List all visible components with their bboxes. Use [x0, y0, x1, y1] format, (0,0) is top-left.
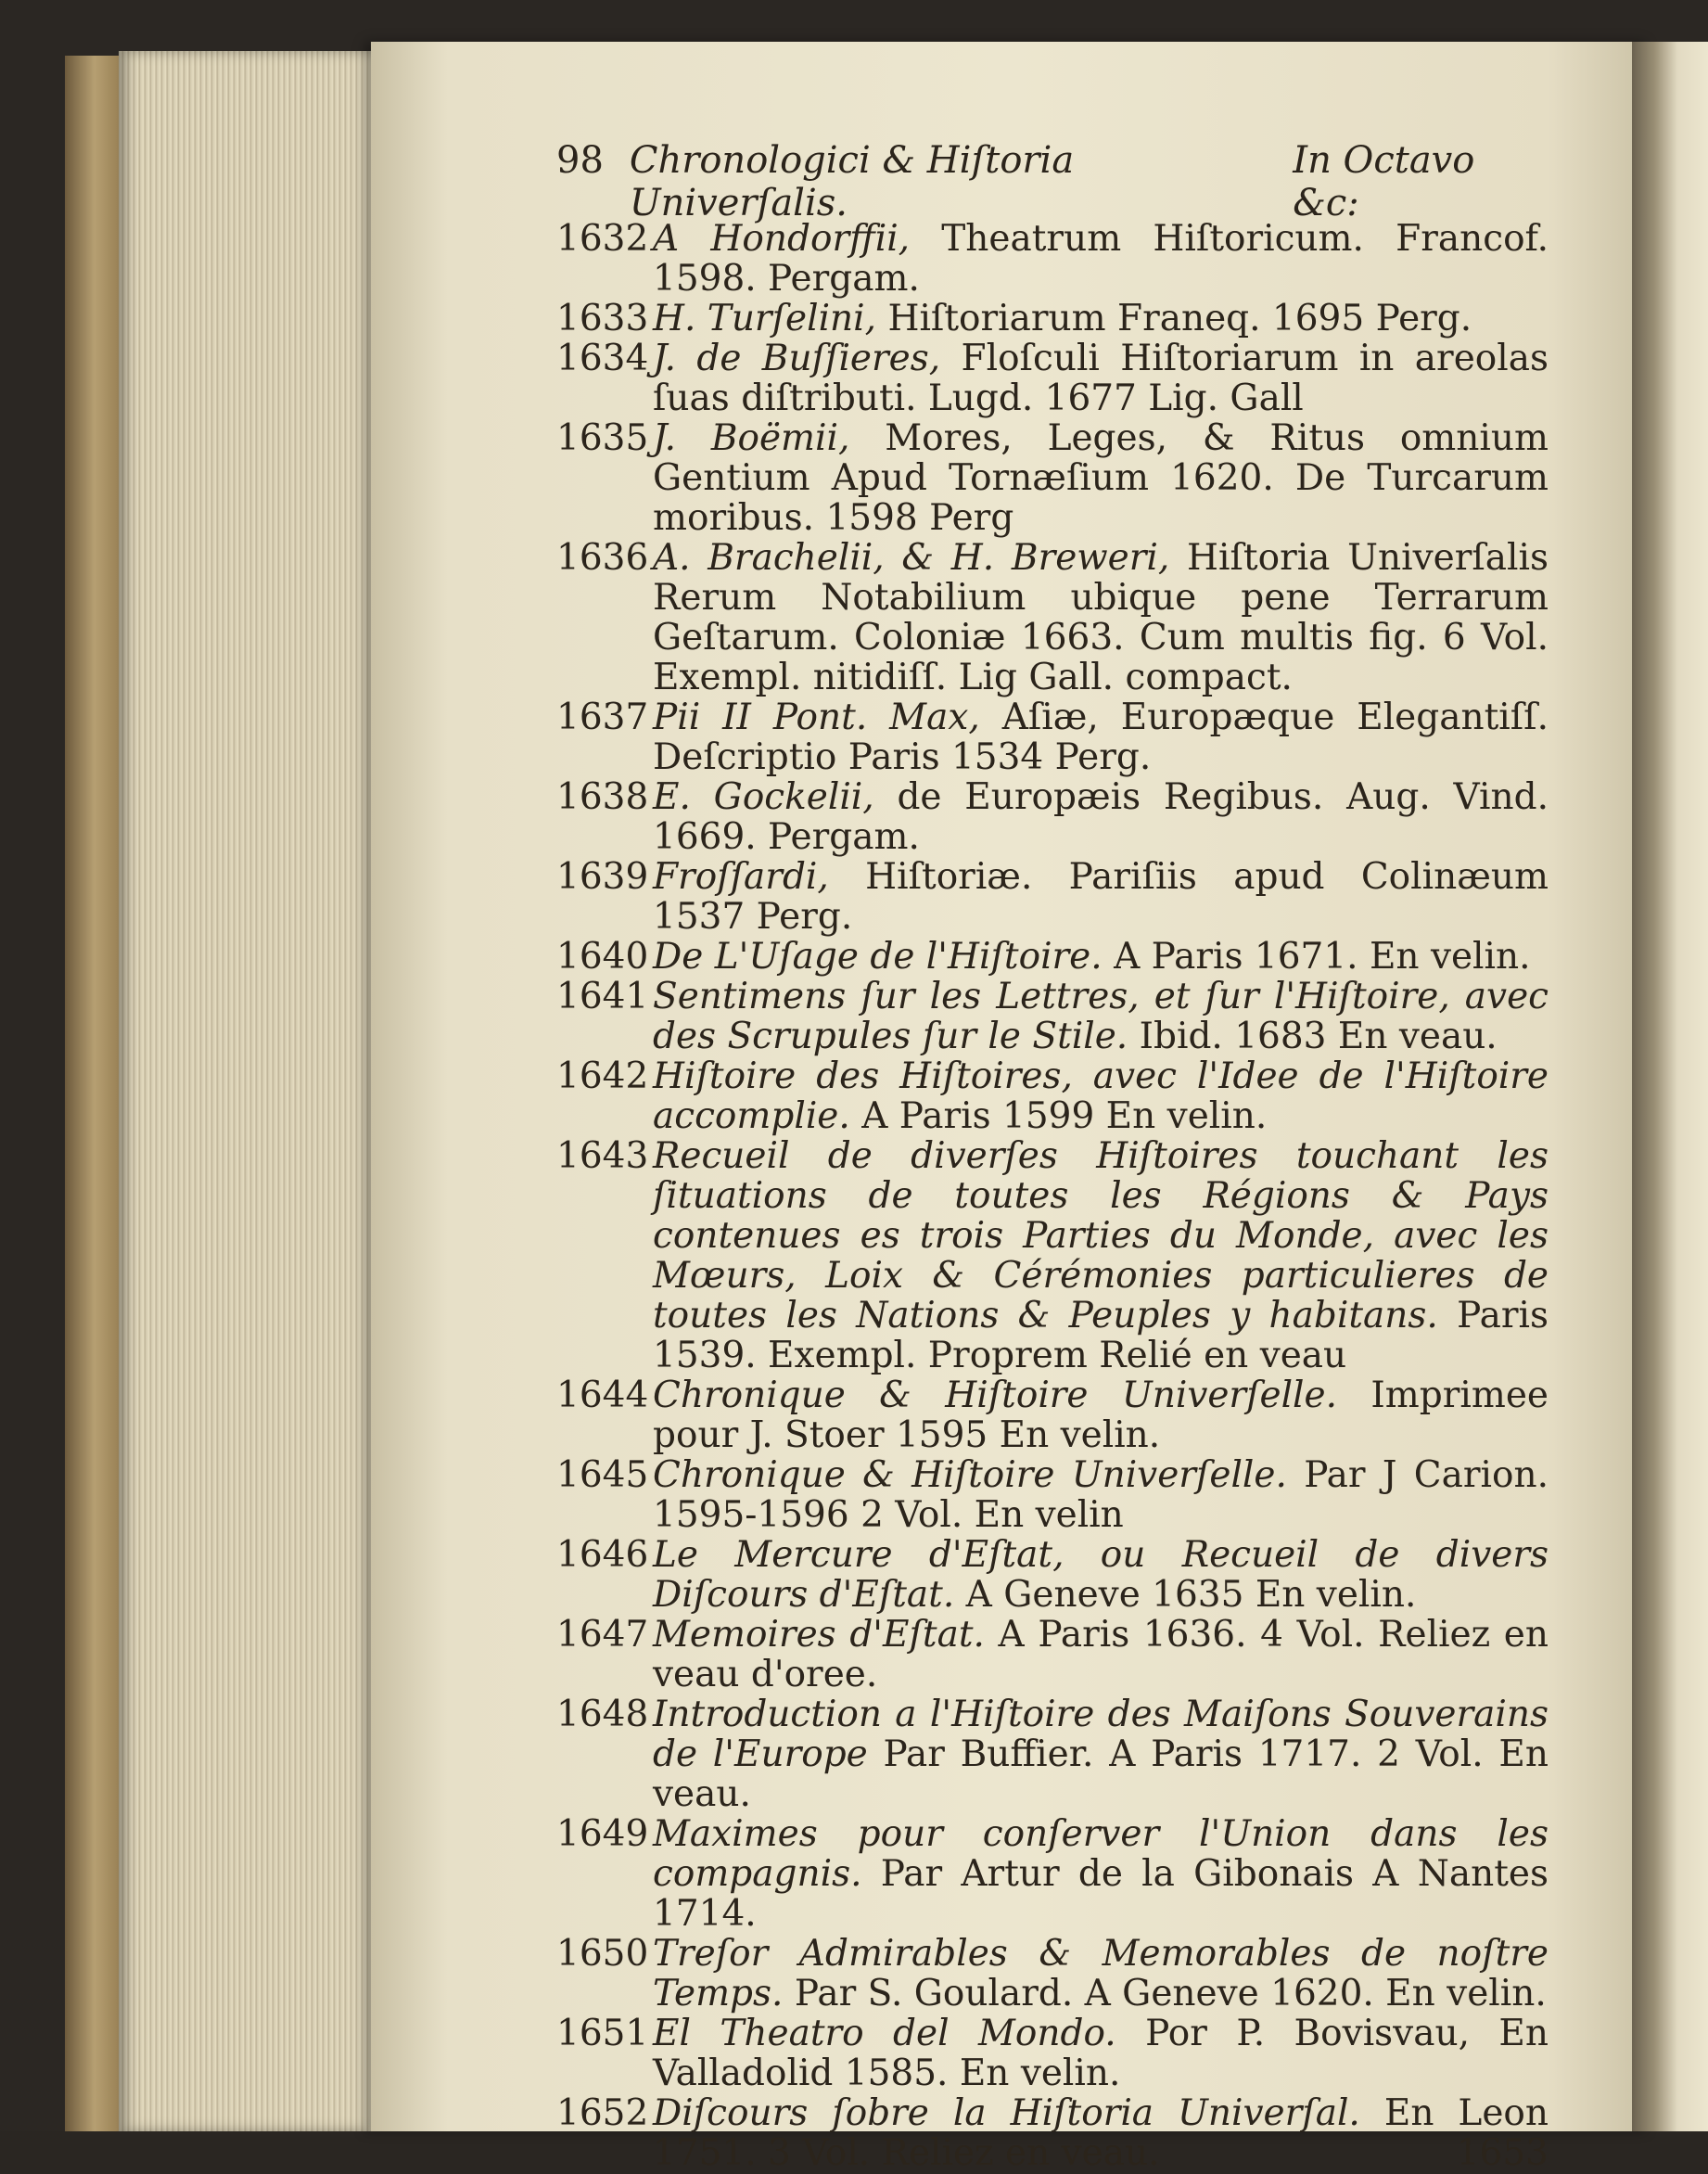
catalogue-entry [556, 418, 1549, 538]
running-header [556, 139, 1549, 224]
catalogue-entry [556, 977, 1549, 1056]
catalogue-entry [556, 1934, 1549, 2014]
page-number: 98 [556, 139, 604, 182]
entry-title: H. Turſelini, [653, 298, 877, 339]
catalogue-entry [556, 937, 1549, 977]
entry-details: Hiſtoria Univerſalis Rerum Notabilium ubique pene Terrarum Geſtarum. Coloniæ 1663. Cum multis fig. 6 Vol. Exempl. nitidiſſ. Lig Gall. compact. [653, 537, 1549, 698]
entry-title: Treſor Admirables & Memorables de noſtre Temps. [653, 1933, 1549, 2014]
entry-details: Floſculi Hiſtoriarum in areolas ſuas diſtributi. Lugd. 1677 Lig. Gall [653, 338, 1549, 419]
catalogue-entry [556, 697, 1549, 777]
entry-title: A. Brachelii, & H. Breweri, [653, 537, 1170, 579]
entry-title: J. de Buſſieres, [653, 338, 941, 379]
entry-number: 1635 [556, 417, 649, 459]
catalogue-entry [556, 219, 1549, 299]
entry-title: Le Mercure d'Eſtat, ou Recueil de divers Diſcours d'Eſtat. [653, 1534, 1549, 1616]
entry-details: Par J Carion. 1595-1596 2 Vol. En velin [653, 1454, 1549, 1536]
catalogue-entry [556, 1136, 1549, 1375]
entry-details: En Leon 1751. 3 Vol. Reliez en veau. [653, 2092, 1549, 2174]
entry-number: 1648 [556, 1694, 649, 1735]
entry-details: A Paris 1599 En velin. [861, 1095, 1268, 1137]
entry-number: 1646 [556, 1534, 649, 1576]
entry-title: A Hondorffii, [653, 218, 911, 260]
entry-title: Diſcours ſobre la Hiſtoria Univerſal. [653, 2092, 1360, 2134]
catalogue-entry [556, 1694, 1549, 1814]
entry-details: Aſiæ, Europæque Elegantiſſ. Deſcriptio Paris 1534 Perg. [653, 697, 1549, 778]
catalogue-entry [556, 1615, 1549, 1694]
catalogue-entry [556, 339, 1549, 418]
catalogue-entry [556, 538, 1549, 697]
entry-number: 1642 [556, 1055, 649, 1097]
page-block-edges [119, 51, 388, 2131]
catalogue-entry [556, 1814, 1549, 1934]
entry-title: E. Gockelii, [653, 776, 874, 818]
catchword: 1653 [1456, 2132, 1549, 2174]
entry-number: 1644 [556, 1375, 649, 1416]
next-page-gutter [1632, 42, 1708, 2131]
entry-number: 1636 [556, 537, 649, 579]
entry-title: De L'Uſage de l'Hiſtoire. [653, 936, 1103, 978]
entry-number: 1641 [556, 976, 649, 1017]
entry-details: Por P. Bovisvau, En Valladolid 1585. En velin. [653, 2013, 1549, 2094]
entry-number: 1638 [556, 776, 649, 818]
entry-details: Ibid. 1683 En veau. [1139, 1016, 1498, 1057]
entry-number: 1652 [556, 2092, 649, 2134]
catalogue-entry [556, 1535, 1549, 1615]
running-title: Chronologici & Hiſtoria Univerſalis. [629, 139, 1075, 224]
entry-number: 1651 [556, 2013, 649, 2054]
entry-title: J. Boëmii, [653, 417, 850, 459]
entry-number: 1633 [556, 298, 649, 339]
entry-title: Maximes pour conſerver l'Union dans les compagnis. [653, 1813, 1549, 1895]
entry-details: Hiſtoriæ. Pariſiis apud Colinæum 1537 Perg. [653, 856, 1549, 938]
catalogue-entry [556, 1455, 1549, 1535]
entry-title: Recueil de diverſes Hiſtoires touchant les ſituations de toutes les Régions & Pays contenues es trois Parties du Monde, avec les Mœurs, Loix & Cérémonies particulieres de toutes les Nations & Peuples y habitans. [653, 1135, 1549, 1336]
format-label: In Octavo &c: [1293, 139, 1475, 224]
entry-number: 1650 [556, 1933, 649, 1975]
catalogue-entry [556, 1056, 1549, 1136]
entry-details: Par Buffier. A Paris 1717. 2 Vol. En veau. [653, 1733, 1549, 1815]
entry-title: Hiſtoire des Hiſtoires, avec l'Idee de l'Hiſtoire accomplie. [653, 1055, 1549, 1137]
entry-details: de Europæis Regibus. Aug. Vind. 1669. Pergam. [653, 776, 1549, 858]
entry-title: Chronique & Hiſtoire Univerſelle. [653, 1375, 1338, 1416]
entry-number: 1634 [556, 338, 649, 379]
entry-details: Par Artur de la Gibonais A Nantes 1714. [653, 1853, 1549, 1935]
catalogue-entry [556, 857, 1549, 937]
entry-details: A Paris 1636. 4 Vol. Reliez en veau d'oree. [653, 1614, 1549, 1695]
entry-details: Par S. Goulard. A Geneve 1620. En velin. [794, 1973, 1547, 2014]
entry-details: Mores, Leges, & Ritus omnium Gentium Apud Tornæſium 1620. De Turcarum moribus. 1598 Perg [653, 417, 1549, 539]
catalogue-entry [556, 299, 1549, 339]
entry-details: Imprimee pour J. Stoer 1595 En velin. [653, 1375, 1549, 1456]
entry-details: A Geneve 1635 En velin. [965, 1574, 1417, 1616]
entry-number: 1639 [556, 856, 649, 898]
entry-details: A Paris 1671. En velin. [1114, 936, 1531, 978]
entry-title: Sentimens ſur les Lettres, et ſur l'Hiſtoire, avec des Scrupules ſur le Stile. [653, 976, 1549, 1057]
entry-title: Chronique & Hiſtoire Univerſelle. [653, 1454, 1287, 1496]
entry-number: 1645 [556, 1454, 649, 1496]
entry-number: 1640 [556, 936, 649, 978]
entry-number: 1637 [556, 697, 649, 738]
catalogue-entry [556, 2093, 1549, 2173]
entry-title: Pii II Pont. Max, [653, 697, 980, 738]
page-text [556, 139, 1549, 2173]
entry-title: El Theatro del Mondo. [653, 2013, 1116, 2054]
entry-details: Theatrum Hiſtoricum. Francof. 1598. Pergam. [653, 218, 1549, 300]
entry-details: Hiſtoriarum Franeq. 1695 Perg. [887, 298, 1472, 339]
entry-title: Froſſardi, [653, 856, 829, 898]
entry-title: Memoires d'Eſtat. [653, 1614, 985, 1656]
entry-details: Paris 1539. Exempl. Proprem Relié en veau [653, 1295, 1549, 1376]
catalogue-entry [556, 2014, 1549, 2093]
entry-number: 1643 [556, 1135, 649, 1177]
entry-number: 1632 [556, 218, 649, 260]
entry-number: 1649 [556, 1813, 649, 1855]
catalogue-entry [556, 777, 1549, 857]
entry-number: 1647 [556, 1614, 649, 1656]
catalogue-entry [556, 1375, 1549, 1455]
entry-title: Introduction a l'Hiſtoire des Maiſons Souverains de l'Europe [653, 1694, 1549, 1775]
catalogue-entries [556, 219, 1549, 2173]
